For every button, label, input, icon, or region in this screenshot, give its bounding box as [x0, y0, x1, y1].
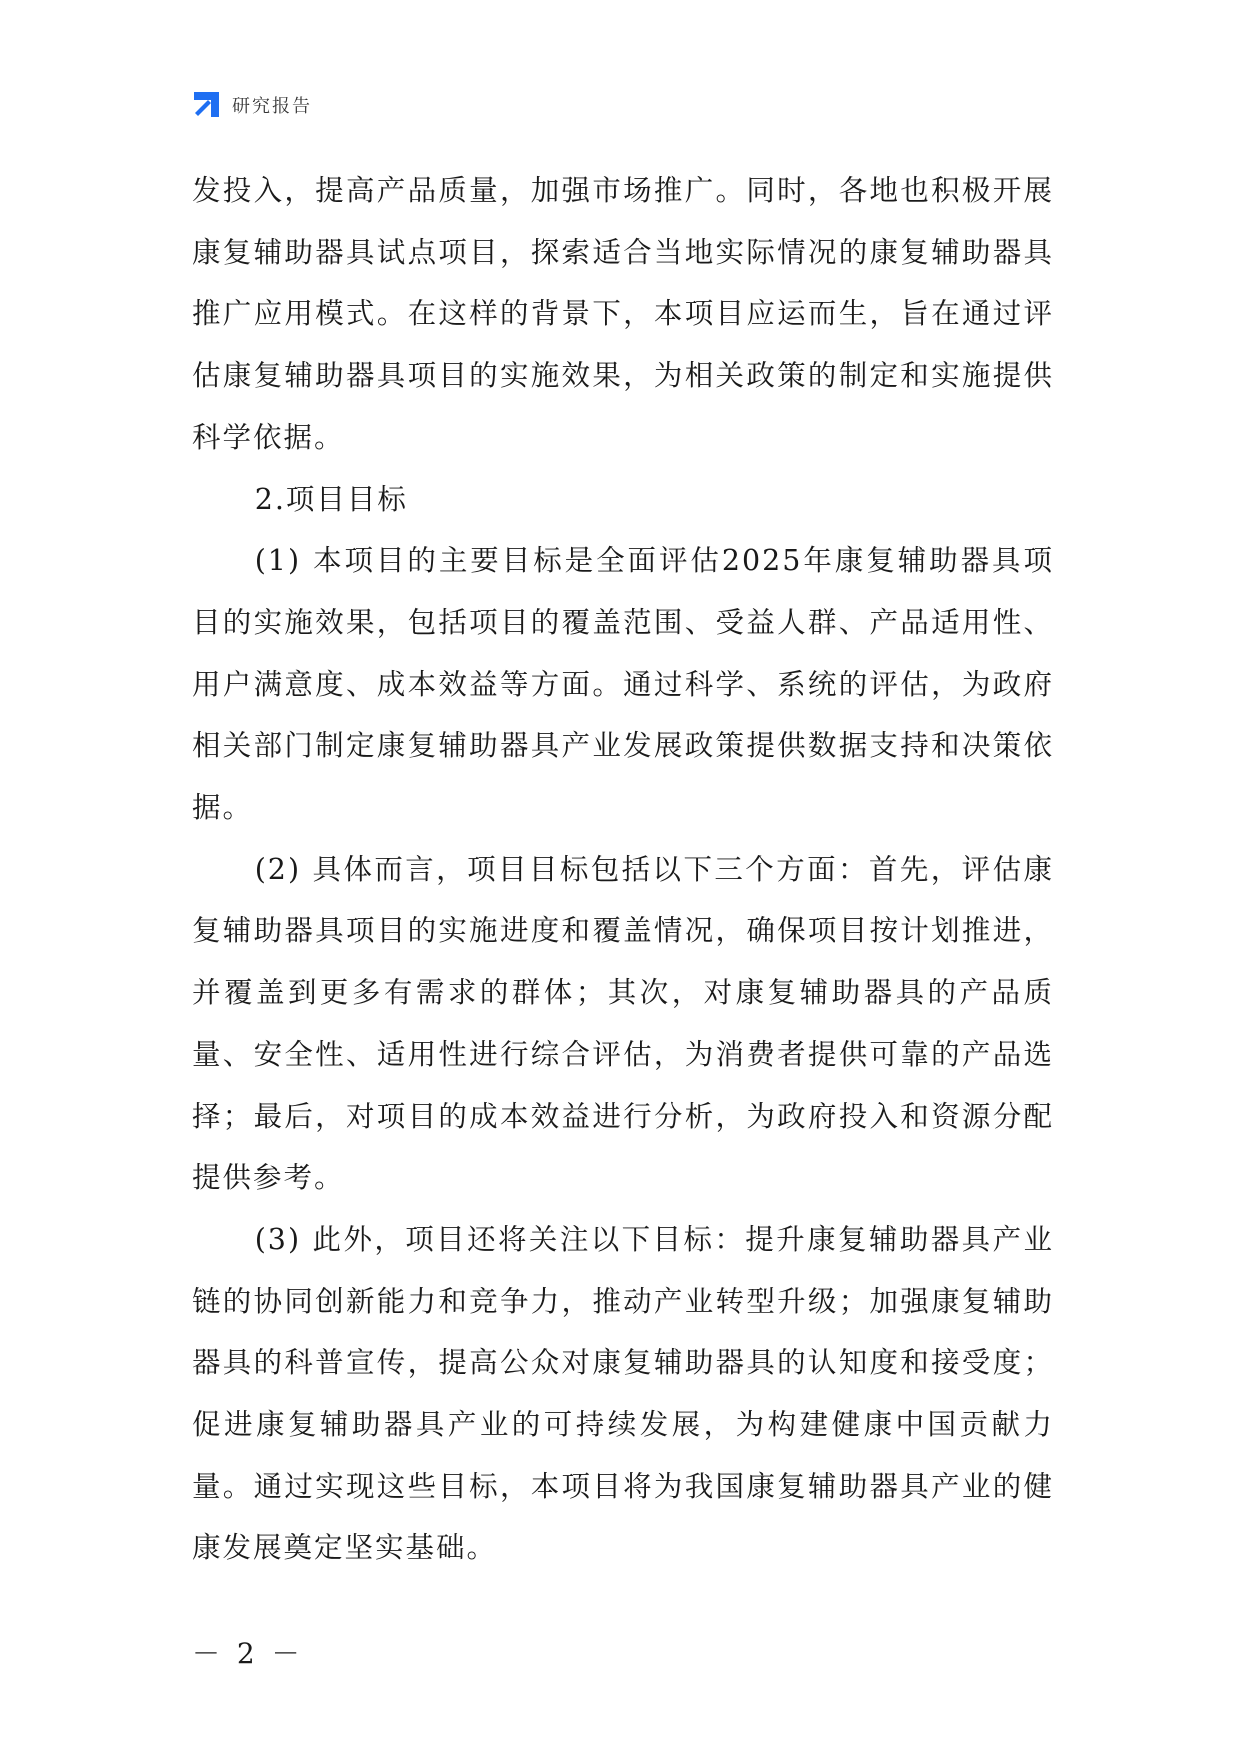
paragraph-continuation: 发投入，提高产品质量，加强市场推广。同时，各地也积极开展康复辅助器具试点项目，探索适合当地实际情况的康复辅助器具推广应用模式。在这样的背景下，本项目应运而生，旨在通过评估康复辅助器具项目的实施效果，为相关政策的制定和实施提供科学依据。: [192, 174, 1054, 454]
arrow-up-right-icon: [190, 89, 222, 121]
paragraph-goal-1: (1) 本项目的主要目标是全面评估2025年康复辅助器具项目的实施效果，包括项目的覆盖范围、受益人群、产品适用性、用户满意度、成本效益等方面。通过科学、系统的评估，为政府相关部门制定康复辅助器具产业发展政策提供数据支持和决策依据。: [192, 544, 1054, 825]
paragraph-goal-2: (2) 具体而言，项目目标包括以下三个方面：首先，评估康复辅助器具项目的实施进度和覆盖情况，确保项目按计划推进，并覆盖到更多有需求的群体；其次，对康复辅助器具的产品质量、安全性、适用性进行综合评估，为消费者提供可靠的产品选择；最后，对项目的成本效益进行分析，为政府投入和资源分配提供参考。: [192, 852, 1054, 1195]
header-title: 研究报告: [232, 96, 312, 117]
document-body: [192, 160, 1054, 1579]
section-heading: 2.项目目标: [254, 482, 408, 516]
page-number: － 2 －: [192, 1637, 304, 1670]
paragraph-goal-3: (3) 此外，项目还将关注以下目标：提升康复辅助器具产业链的协同创新能力和竞争力，推动产业转型升级；加强康复辅助器具的科普宣传，提高公众对康复辅助器具的认知度和接受度；促进康复辅助器具产业的可持续发展，为构建健康中国贡献力量。通过实现这些目标，本项目将为我国康复辅助器具产业的健康发展奠定坚实基础。: [192, 1222, 1054, 1565]
page-header: [190, 88, 312, 122]
